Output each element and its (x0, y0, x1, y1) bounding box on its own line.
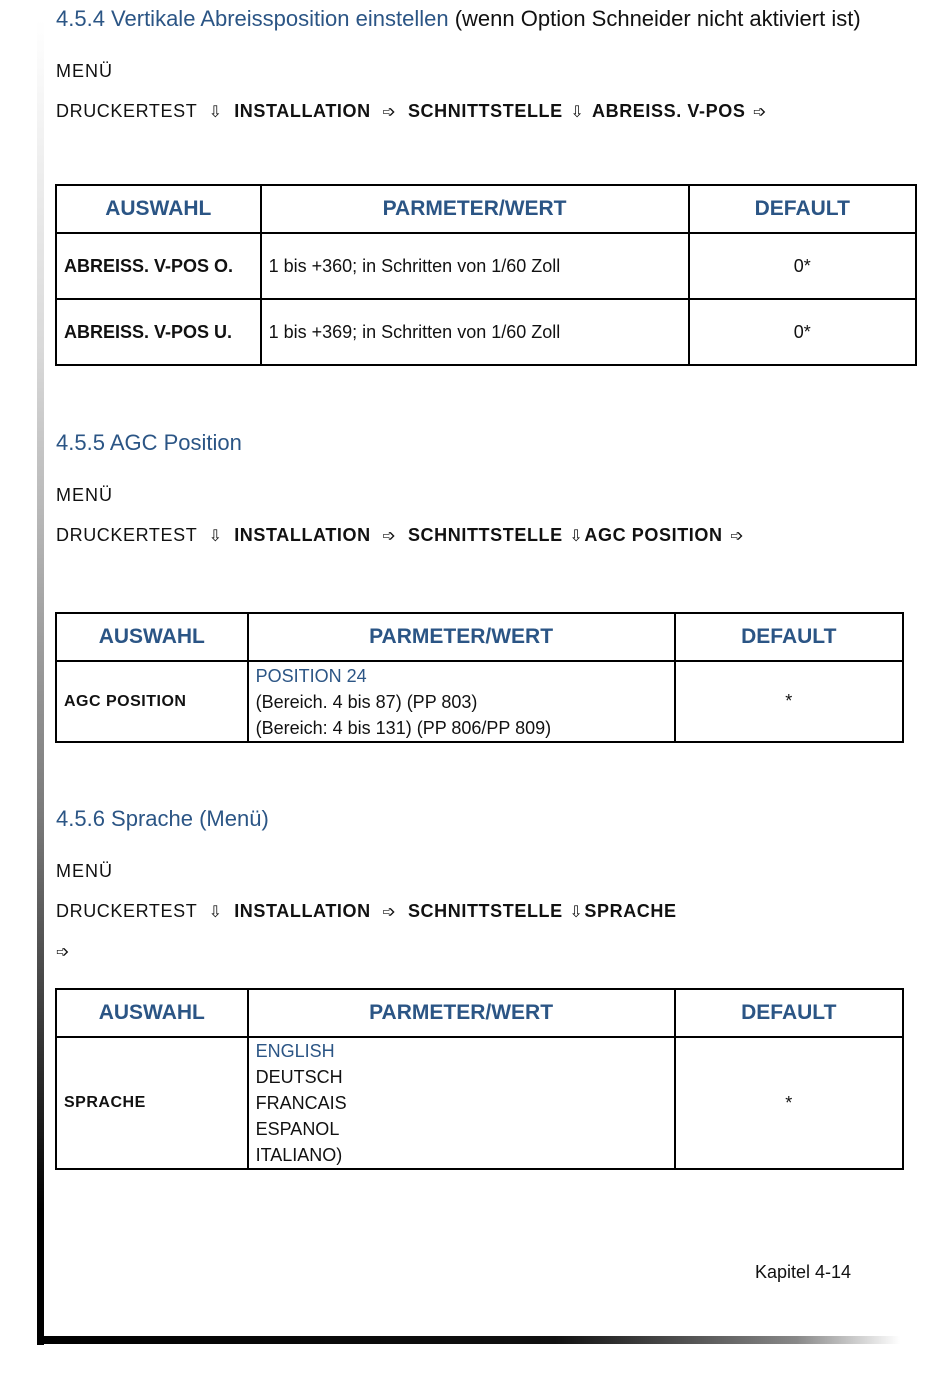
arrow-down-icon: ⇩ (208, 904, 223, 921)
value-line: DEUTSCH (255, 1067, 343, 1087)
heading-note: (wenn Option Schneider nicht aktiviert ist) (454, 6, 861, 31)
path-step: SCHNITTSTELLE (407, 101, 563, 121)
value-line: FRANCAIS (255, 1093, 347, 1113)
value-line: ENGLISH (255, 1041, 335, 1061)
selection-cell: SPRACHE (56, 1037, 248, 1169)
selection-cell: AGC POSITION (56, 661, 248, 742)
default-cell: 0* (689, 233, 916, 299)
value-cell: 1 bis +369; in Schritten von 1/60 Zoll (261, 299, 689, 365)
page-border-bottom (37, 1336, 900, 1344)
column-header: AUSWAHL (56, 613, 248, 661)
table-row (56, 1037, 903, 1169)
section-heading (56, 430, 242, 456)
value-line: ESPANOL (255, 1119, 340, 1139)
value-cell (248, 1037, 675, 1169)
arrow-right-icon: ➩ (382, 528, 397, 545)
menu-label: MENÜ (56, 861, 113, 881)
heading-title: 4.5.5 AGC Position (56, 430, 242, 455)
value-cell: 1 bis +360; in Schritten von 1/60 Zoll (261, 233, 689, 299)
arrow-right-icon: ➩ (382, 904, 397, 921)
menu-label: MENÜ (56, 485, 113, 505)
path-step: ABREISS. V-POS (592, 101, 746, 121)
selection-cell: ABREISS. V-POS O. (56, 233, 261, 299)
table-header-row (56, 613, 903, 661)
table-row (56, 233, 916, 299)
path-step: DRUCKERTEST (56, 525, 197, 545)
path-step: DRUCKERTEST (56, 901, 197, 921)
page-border-left (37, 20, 44, 1345)
parameter-table (55, 988, 904, 1170)
arrow-right-icon: ➩ (730, 528, 745, 545)
section-heading (56, 6, 861, 32)
path-step: INSTALLATION (234, 901, 371, 921)
parameter-table (55, 184, 917, 366)
table-row (56, 299, 916, 365)
arrow-right-icon: ➩ (56, 944, 71, 961)
path-step: SCHNITTSTELLE (407, 525, 563, 545)
parameter-table (55, 612, 904, 743)
column-header: PARMETER/WERT (248, 613, 675, 661)
table-header-row (56, 185, 916, 233)
column-header: AUSWAHL (56, 185, 261, 233)
column-header: DEFAULT (675, 613, 903, 661)
arrow-down-icon: ⇩ (208, 528, 223, 545)
menu-path (56, 525, 746, 546)
arrow-right-icon: ➩ (753, 104, 768, 121)
path-step: SPRACHE (584, 901, 677, 921)
path-step: DRUCKERTEST (56, 101, 197, 121)
column-header: AUSWAHL (56, 989, 248, 1037)
selection-cell: ABREISS. V-POS U. (56, 299, 261, 365)
table-header-row (56, 989, 903, 1037)
arrow-right-icon: ➩ (382, 104, 397, 121)
arrow-down-icon: ⇩ (208, 104, 223, 121)
section-heading (56, 806, 269, 832)
path-step: INSTALLATION (234, 525, 371, 545)
column-header: DEFAULT (675, 989, 903, 1037)
table-row (56, 661, 903, 742)
value-line: POSITION 24 (255, 665, 367, 686)
arrow-down-icon: ⇩ (569, 904, 584, 921)
column-header: DEFAULT (689, 185, 916, 233)
path-step: SCHNITTSTELLE (407, 901, 563, 921)
path-step: AGC POSITION (584, 525, 723, 545)
arrow-down-icon: ⇩ (570, 104, 585, 121)
value-line: ITALIANO) (255, 1145, 343, 1165)
default-cell: 0* (689, 299, 916, 365)
value-cell (248, 661, 675, 742)
arrow-down-icon: ⇩ (569, 528, 584, 545)
column-header: PARMETER/WERT (248, 989, 675, 1037)
column-header: PARMETER/WERT (261, 185, 689, 233)
heading-title: 4.5.6 Sprache (Menü) (56, 806, 269, 831)
path-step: INSTALLATION (234, 101, 371, 121)
menu-path (56, 101, 769, 122)
menu-label: MENÜ (56, 61, 113, 81)
default-cell: * (675, 1037, 903, 1169)
menu-path-continued (56, 941, 70, 962)
value-line: (Bereich. 4 bis 87) (PP 803) (255, 691, 478, 712)
menu-path (56, 901, 677, 922)
value-line: (Bereich: 4 bis 131) (PP 806/PP 809) (255, 717, 552, 738)
heading-title: 4.5.4 Vertikale Abreissposition einstellen (56, 6, 449, 31)
page-footer: Kapitel 4-14 (755, 1262, 852, 1282)
default-cell: * (675, 661, 903, 742)
